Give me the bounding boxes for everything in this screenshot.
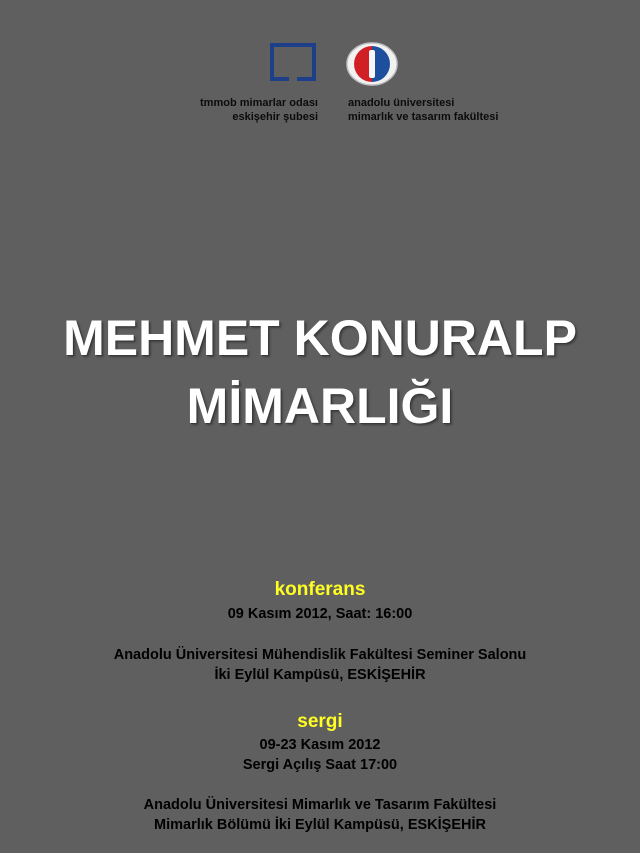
anadolu-name-line1: anadolu üniversitesi	[348, 97, 455, 109]
tmmob-name-line1: tmmob mimarlar odası	[200, 97, 318, 109]
tmmob-name-line2: eskişehir şubesi	[232, 111, 318, 123]
exhibition-schedule	[0, 735, 640, 775]
conference-date-time	[0, 604, 640, 624]
exhibition-venue-line2: Mimarlık Bölümü İki Eylül Kampüsü, ESKİŞEHİR	[154, 817, 486, 833]
anadolu-university-logo-icon	[345, 41, 399, 87]
exhibition-opening: Sergi Açılış Saat 17:00	[242, 757, 398, 773]
conference-venue	[0, 645, 640, 685]
poster-title	[0, 304, 640, 440]
exhibition-venue	[0, 795, 640, 835]
conference-venue-line1: Anadolu Üniversitesi Mühendislik Fakültesi Seminer Salonu	[113, 647, 527, 663]
title-line2: MİMARLIĞI	[186, 378, 454, 434]
exhibition-heading: sergi	[297, 711, 343, 732]
tmmob-logo-icon	[267, 40, 319, 84]
exhibition-dates: 09-23 Kasım 2012	[259, 737, 381, 753]
conference-date-time-text: 09 Kasım 2012, Saat: 16:00	[227, 606, 413, 622]
anadolu-organization-name	[348, 96, 588, 124]
exhibition-venue-line1: Anadolu Üniversitesi Mimarlık ve Tasarım Fakültesi	[143, 797, 497, 813]
conference-venue-line2: İki Eylül Kampüsü, ESKİŞEHİR	[214, 667, 426, 683]
tmmob-organization-name	[98, 96, 318, 124]
anadolu-name-line2: mimarlık ve tasarım fakültesi	[348, 111, 499, 123]
title-line1: MEHMET KONURALP	[63, 310, 577, 366]
conference-heading: konferans	[274, 579, 366, 600]
